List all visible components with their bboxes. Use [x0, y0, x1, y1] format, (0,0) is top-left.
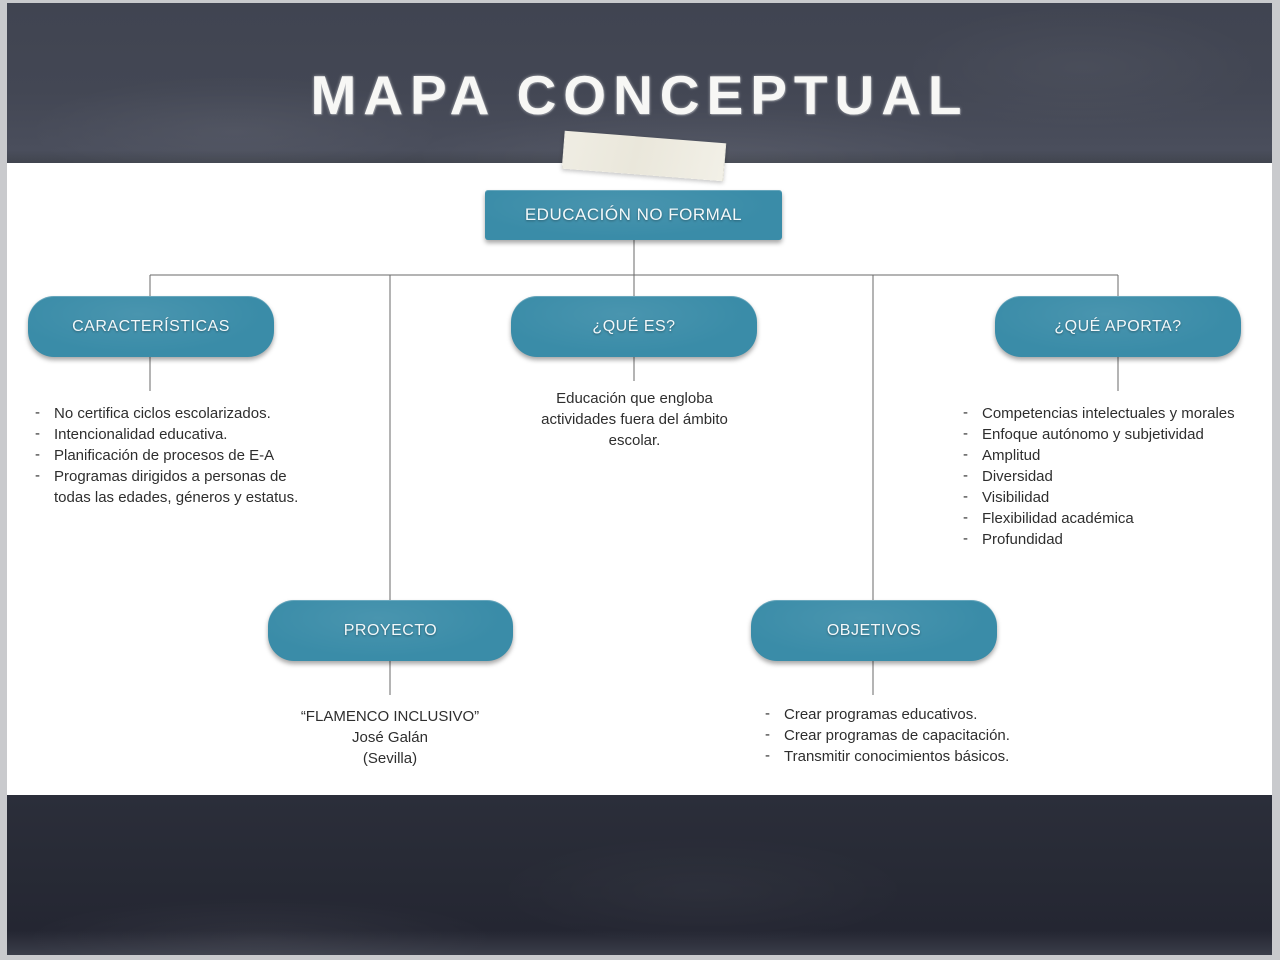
list-item: [35, 424, 313, 445]
list-item-text: Programas dirigidos a personas de todas las edades, géneros y estatus.: [54, 468, 299, 506]
dash-bullet: -: [35, 467, 40, 484]
list-item: (Sevilla): [362, 750, 418, 767]
list-item: [963, 487, 1272, 508]
list-item-text: Intencionalidad educativa.: [54, 426, 228, 443]
list-item-text: Crear programas de capacitación.: [784, 727, 1010, 744]
list-item-text: Enfoque autónomo y subjetividad: [982, 426, 1204, 443]
dash-bullet: -: [963, 488, 968, 505]
dash-bullet: -: [765, 747, 770, 764]
list-item: [35, 445, 313, 466]
slide: [7, 3, 1272, 955]
objetivos-list: [765, 704, 1065, 767]
list-item: [963, 424, 1272, 445]
node-educacion-no-formal: EDUCACIÓN NO FORMAL: [485, 190, 782, 240]
list-item-text: Competencias intelectuales y morales: [982, 405, 1235, 422]
list-item: [963, 445, 1272, 466]
dash-bullet: -: [963, 509, 968, 526]
dash-bullet: -: [963, 467, 968, 484]
dash-bullet: -: [765, 726, 770, 743]
list-item-text: Planificación de procesos de E-A: [54, 447, 275, 464]
list-item: José Galán: [352, 729, 428, 746]
list-item: [963, 508, 1272, 529]
que-aporta-list: [963, 403, 1272, 550]
list-item: [765, 746, 1065, 767]
que-es-description: Educación que engloba actividades fuera del ámbito escolar.: [541, 390, 728, 449]
dash-bullet: -: [35, 404, 40, 421]
caracteristicas-list: [35, 403, 313, 508]
list-item: [963, 529, 1272, 550]
list-item-text: Profundidad: [982, 531, 1063, 548]
list-item: [963, 403, 1272, 424]
list-item-text: Diversidad: [982, 468, 1053, 485]
dash-bullet: -: [963, 425, 968, 442]
node-caracteristicas: CARACTERÍSTICAS: [28, 296, 274, 357]
list-item: [35, 403, 313, 424]
list-item: [765, 704, 1065, 725]
list-item-text: Crear programas educativos.: [784, 706, 978, 723]
list-item: [35, 466, 313, 508]
list-item-text: Visibilidad: [982, 489, 1050, 506]
proyecto-text: [260, 706, 520, 769]
list-item: “FLAMENCO INCLUSIVO”: [300, 708, 480, 725]
dash-bullet: -: [963, 404, 968, 421]
list-item: [765, 725, 1065, 746]
dash-bullet: -: [35, 425, 40, 442]
chalkboard-footer: [7, 795, 1272, 955]
node-que-es: ¿QUÉ ES?: [511, 296, 757, 357]
dash-bullet: -: [765, 705, 770, 722]
list-item-text: No certifica ciclos escolarizados.: [54, 405, 271, 422]
node-objetivos: OBJETIVOS: [751, 600, 997, 661]
dash-bullet: -: [963, 446, 968, 463]
list-item-text: Flexibilidad académica: [982, 510, 1134, 527]
list-item: [963, 466, 1272, 487]
node-que-aporta: ¿QUÉ APORTA?: [995, 296, 1241, 357]
list-item-text: Transmitir conocimientos básicos.: [784, 748, 1010, 765]
dash-bullet: -: [35, 446, 40, 463]
dash-bullet: -: [963, 530, 968, 547]
slide-title: MAPA CONCEPTUAL: [310, 64, 969, 126]
node-proyecto: PROYECTO: [268, 600, 513, 661]
list-item-text: Amplitud: [982, 447, 1041, 464]
